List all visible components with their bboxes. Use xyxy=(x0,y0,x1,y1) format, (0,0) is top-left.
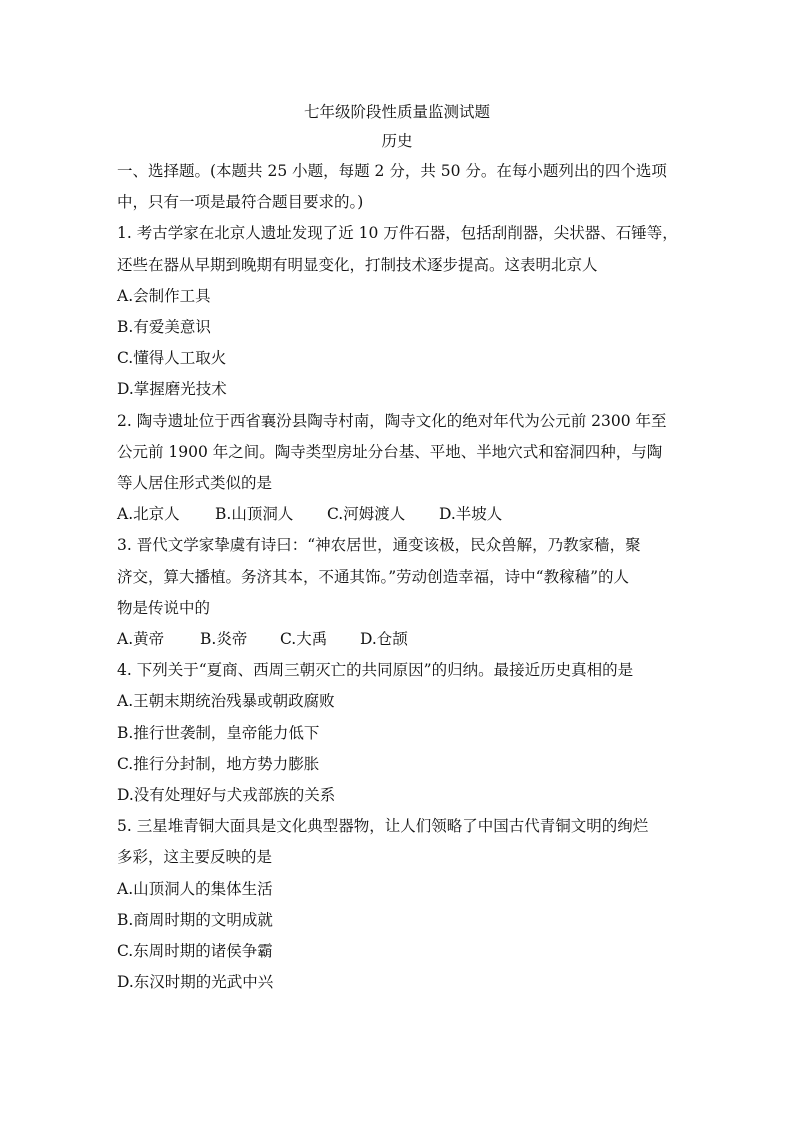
q4-option-b: B.推行世袭制，皇帝能力低下 xyxy=(117,723,320,742)
exam-title: 七年级阶段性质量监测试题 xyxy=(303,103,490,121)
q1-option-c: C.懂得人工取火 xyxy=(117,349,227,368)
q3-stem-line-2: 济交，算大播植。务济其本，不通其饰。”劳动创造幸福，诗中“教稼穑”的人 xyxy=(117,567,630,586)
q4-stem-line-1: 4. 下列关于“夏商、西周三朝灭亡的共同原因”的归纳。最接近历史真相的是 xyxy=(117,661,634,680)
q3-option-c: C.大禹 xyxy=(280,630,328,649)
q3-options-row xyxy=(117,624,677,655)
q4-option-a: A.王朝末期统治残暴或朝政腐败 xyxy=(117,692,335,711)
q5-option-a: A.山顶洞人的集体生活 xyxy=(117,879,273,898)
q1-option-a: A.会制作工具 xyxy=(117,286,211,305)
q4-option-d: D.没有处理好与犬戎部族的关系 xyxy=(117,786,336,805)
q3-option-b: B.炎帝 xyxy=(200,630,248,649)
q3-option-a: A.黄帝 xyxy=(117,630,165,649)
q3-stem-line-1: 3. 晋代文学家挚虞有诗曰：“神农居世，通变该极，民众兽解，乃教家穑，聚 xyxy=(117,536,641,555)
q2-option-b: B.山顶洞人 xyxy=(215,505,294,524)
q2-stem-line-2: 公元前 1900 年之间。陶寺类型房址分台基、平地、半地穴式和窑洞四种，与陶 xyxy=(117,442,663,461)
q4-option-c: C.推行分封制，地方势力膨胀 xyxy=(117,754,320,773)
q5-option-b: B.商周时期的文明成就 xyxy=(117,910,273,929)
section-instructions-line-1: 一、选择题。(本题共 25 小题，每题 2 分，共 50 分。在每小题列出的四个选项 xyxy=(117,162,667,180)
q3-option-d: D.仓颉 xyxy=(360,630,408,649)
q1-stem-line-1: 1. 考古学家在北京人遗址发现了近 10 万件石器，包括刮削器，尖状器、石锤等， xyxy=(117,224,678,243)
q2-stem-line-3: 等人居住形式类似的是 xyxy=(117,474,273,493)
q1-stem-line-2: 还些在器从早期到晚期有明显变化，打制技术逐步提高。这表明北京人 xyxy=(117,255,598,274)
q2-option-d: D.半坡人 xyxy=(439,505,503,524)
q3-stem-line-3: 物是传说中的 xyxy=(117,598,211,617)
q2-stem-line-1: 2. 陶寺遗址位于西省襄汾县陶寺村南，陶寺文化的绝对年代为公元前 2300 年至 xyxy=(117,411,667,430)
exam-subject: 历史 xyxy=(381,132,413,150)
q5-option-c: C.东周时期的诸侯争霸 xyxy=(117,942,273,961)
q2-options-row xyxy=(117,499,677,530)
q1-option-b: B.有爱美意识 xyxy=(117,318,211,337)
q5-stem-line-2: 多彩，这主要反映的是 xyxy=(117,848,273,867)
exam-content xyxy=(117,98,677,998)
q1-option-d: D.掌握磨光技术 xyxy=(117,380,227,399)
q5-stem-line-1: 5. 三星堆青铜大面具是文化典型器物，让人们领略了中国古代青铜文明的绚烂 xyxy=(117,817,649,836)
q2-option-c: C.河姆渡人 xyxy=(327,505,406,524)
section-instructions-line-2: 中，只有一项是最符合题目要求的。) xyxy=(117,193,364,212)
q5-option-d: D.东汉时期的光武中兴 xyxy=(117,973,274,992)
q2-option-a: A.北京人 xyxy=(117,505,180,524)
